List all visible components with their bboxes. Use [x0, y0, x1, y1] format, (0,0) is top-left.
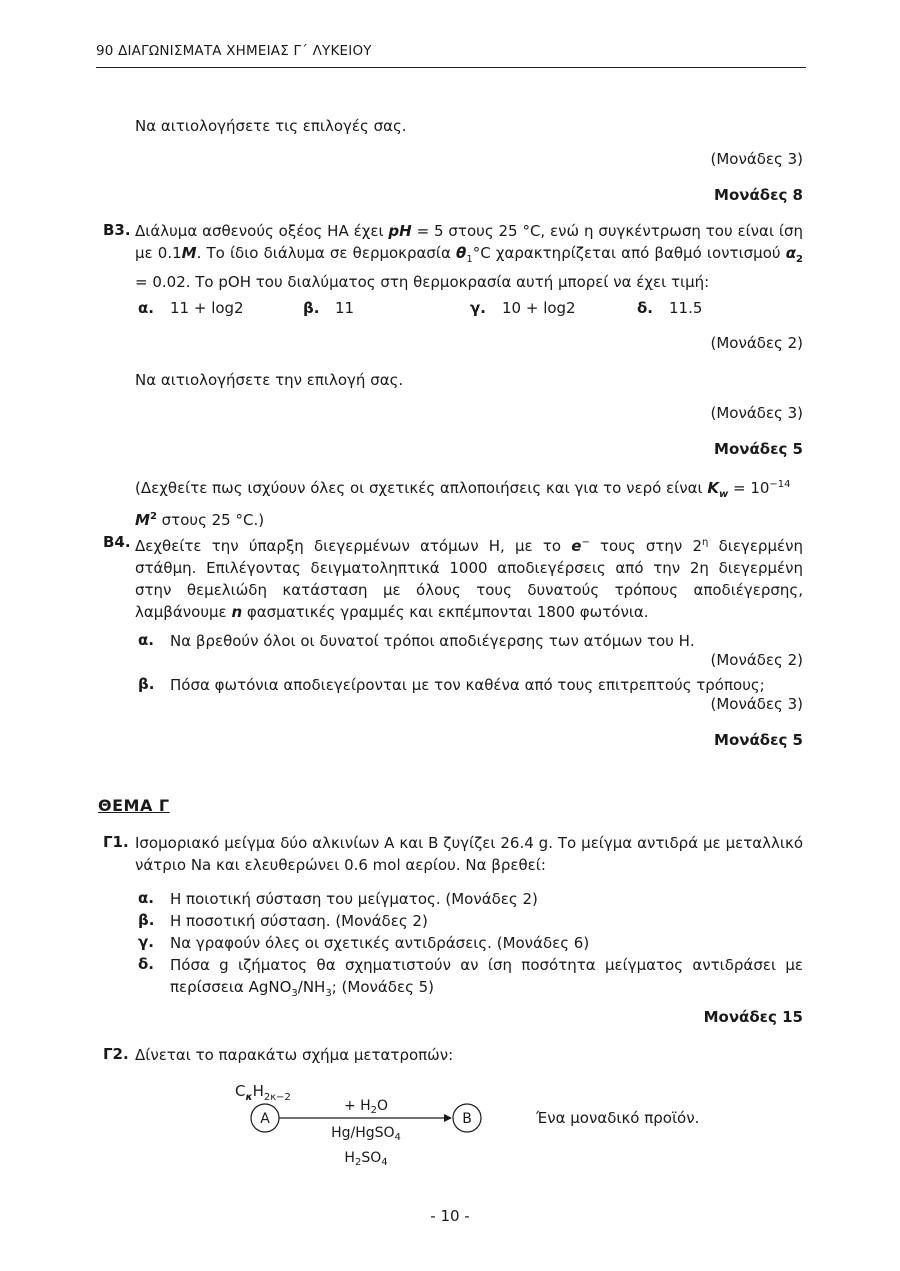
option-value: 11.5: [669, 299, 703, 317]
conversion-scheme: [220, 1074, 740, 1174]
node-a-label: A: [260, 1111, 270, 1127]
reagent-catalyst: Hg/HgSO$_4$: [331, 1125, 401, 1143]
alkyne-formula: $C_\kappa H_{2\kappa-2}$: [235, 1082, 291, 1103]
page-number: - 10 -: [430, 1207, 470, 1225]
marks-label: (Μονάδες 3): [710, 695, 803, 713]
item-text: Πόσα φωτόνια αποδιεγείρονται με τον καθένα από τους επιτρεπτούς τρόπους;: [170, 676, 765, 694]
item-text: Η ποσοτική σύσταση. (Μονάδες 2): [170, 912, 428, 930]
item-label: α.: [138, 889, 155, 907]
question-g1-text: Ισομοριακό μείγμα δύο αλκινίων Α και Β ζυγίζει 26.4 g. Το μείγμα αντιδρά με μεταλλικό νάτριο Na και ελευθερώνει 0.6 mol αερίου. Να βρεθεί:: [135, 834, 803, 874]
question-label-b4: Β4.: [103, 533, 131, 551]
running-header: 90 ΔΙΑΓΩΝΙΣΜΑΤΑ ΧΗΜΕΙΑΣ Γ΄ ΛΥΚΕΙΟΥ: [96, 43, 372, 59]
option-label: β.: [303, 299, 320, 317]
reagent-water: + $H_2O$: [343, 1098, 389, 1116]
item-text: Να γραφούν όλες οι σχετικές αντιδράσεις. (Μονάδες 6): [170, 934, 590, 952]
assumptions-note: (Δεχθείτε πως ισχύουν όλες οι σχετικές απλοποιήσεις και για το νερό είναι $K_w = 10^{-14}$ $M^2$ στους 25 °C.): [135, 479, 791, 529]
question-label-g1: Γ1.: [103, 833, 129, 851]
theta-symbol: θ: [456, 244, 467, 262]
marks-total: Μονάδες 15: [703, 1008, 803, 1026]
header-rule: [96, 67, 806, 68]
option-label: α.: [138, 299, 155, 317]
justify-instruction: Να αιτιολογήσετε την επιλογή σας.: [135, 371, 404, 389]
justify-instruction: Να αιτιολογήσετε τις επιλογές σας.: [135, 117, 407, 135]
item-label: β.: [138, 675, 155, 693]
question-b3-text: Διάλυμα ασθενούς οξέος ΗΑ έχει pH = 5 στους 25 °C, ενώ η συγκέντρωση του είναι ίση με 0.1M. Το ίδιο διάλυμα σε θερμοκρασία $\theta_1^\circ C$ χαρακτηρίζεται από βαθμό ιοντισμού $\alpha_2 = 0.02$. Το pOH του διαλύματος στη θερμοκρασία αυτή μπορεί να έχει τιμή:: [135, 222, 803, 291]
marks-label: (Μονάδες 2): [710, 651, 803, 669]
question-g2-text: Δίνεται το παρακάτω σχήμα μετατροπών:: [135, 1046, 454, 1064]
question-label-g2: Γ2.: [103, 1045, 129, 1063]
marks-label: (Μονάδες 3): [710, 150, 803, 168]
marks-total: Μονάδες 5: [714, 440, 803, 458]
section-title: ΘΕΜΑ Γ: [98, 796, 170, 815]
reagent-acid: $H_2SO_4$: [344, 1150, 388, 1168]
product-note: Ένα μοναδικό προϊόν.: [536, 1109, 700, 1127]
item-label: δ.: [138, 955, 155, 973]
option-label: δ.: [637, 299, 654, 317]
item-label: β.: [138, 911, 155, 929]
item-text: Να βρεθούν όλοι οι δυνατοί τρόποι αποδιέγερσης των ατόμων του Η.: [170, 632, 695, 650]
item-text: Πόσα g ιζήματος θα σχηματιστούν αν ίση ποσότητα μείγματος αντιδράσει με περίσσεια $AgNO_3/NH_3$; (Μονάδες 5): [170, 956, 803, 999]
option-value: 11: [335, 299, 355, 317]
question-b4-text: Δεχθείτε την ύπαρξη διεγερμένων ατόμων Η, με το e− τους στην $2^\eta$ διεγερμένη στάθμη. Επιλέγοντας δειγματοληπτικά 1000 αποδιεγέρσεις από την 2η διεγερμένη στην θεμελιώδη κατάσταση με όλους τους δυνατούς τρόπους αποδιέγερσης, λαμβάνουμε n φασματικές γραμμές και εκπέμπονται 1800 φωτόνια.: [135, 537, 803, 621]
option-label: γ.: [470, 299, 486, 317]
node-b-label: B: [462, 1111, 472, 1127]
item-label: γ.: [138, 933, 154, 951]
marks-label: (Μονάδες 2): [710, 334, 803, 352]
marks-label: (Μονάδες 3): [710, 404, 803, 422]
option-value: 11 + log2: [170, 299, 244, 317]
marks-total: Μονάδες 5: [714, 731, 803, 749]
item-text: Η ποιοτική σύσταση του μείγματος. (Μονάδες 2): [170, 890, 538, 908]
question-label-b3: Β3.: [103, 221, 131, 239]
ph-symbol: pH: [388, 222, 412, 240]
alpha-symbol: α: [785, 244, 797, 262]
marks-total: Μονάδες 8: [714, 186, 803, 204]
option-value: 10 + log2: [502, 299, 576, 317]
molarity-symbol: M: [181, 244, 197, 262]
arrow-head-icon: [444, 1114, 452, 1122]
item-label: α.: [138, 631, 155, 649]
